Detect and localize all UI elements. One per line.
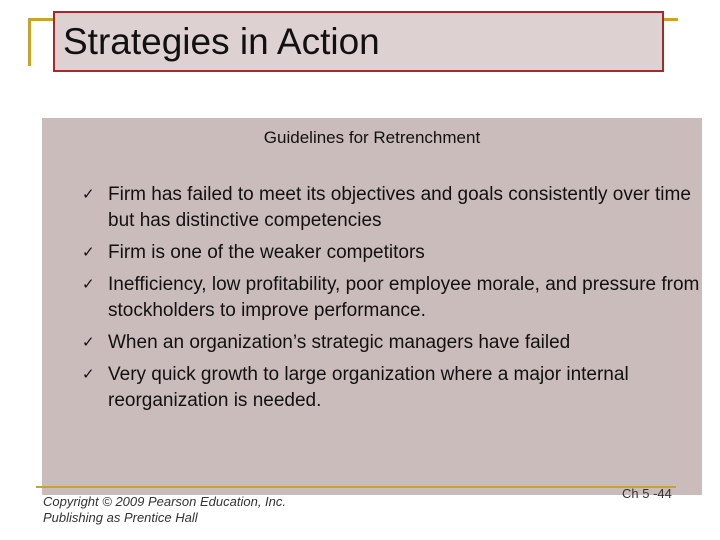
checkmark-icon: ✓ <box>82 244 95 261</box>
list-item <box>82 362 702 414</box>
bullet-text: Firm is one of the weaker competitors <box>108 242 425 263</box>
decorative-frame-bottom <box>36 486 676 488</box>
list-item <box>82 330 702 356</box>
list-item <box>82 272 702 324</box>
list-item <box>82 182 702 234</box>
bullet-list <box>82 182 702 420</box>
copyright-line-1: Copyright © 2009 Pearson Education, Inc. <box>43 494 287 509</box>
copyright-line-2: Publishing as Prentice Hall <box>43 510 198 525</box>
decorative-frame-right <box>664 18 678 21</box>
checkmark-icon: ✓ <box>82 366 95 383</box>
page-number: Ch 5 -44 <box>622 486 672 501</box>
bullet-text: Very quick growth to large organization where a major internal reorganization is needed. <box>108 364 629 411</box>
bullet-text: Inefficiency, low profitability, poor employee morale, and pressure from stockholders to improve performance. <box>108 274 700 321</box>
checkmark-icon: ✓ <box>82 186 95 203</box>
checkmark-icon: ✓ <box>82 276 95 293</box>
checkmark-icon: ✓ <box>82 334 95 351</box>
list-item <box>82 240 702 266</box>
title-box <box>53 11 664 72</box>
bullet-text: Firm has failed to meet its objectives and goals consistently over time but has distinctive competencies <box>108 184 691 231</box>
decorative-frame-top <box>28 18 56 21</box>
bullet-text: When an organization’s strategic managers have failed <box>108 332 571 353</box>
decorative-frame-left <box>28 20 31 66</box>
content-panel <box>42 118 702 495</box>
slide-subtitle: Guidelines for Retrenchment <box>263 128 481 147</box>
slide-title: Strategies in Action <box>63 21 380 62</box>
footer-copyright <box>43 494 286 526</box>
